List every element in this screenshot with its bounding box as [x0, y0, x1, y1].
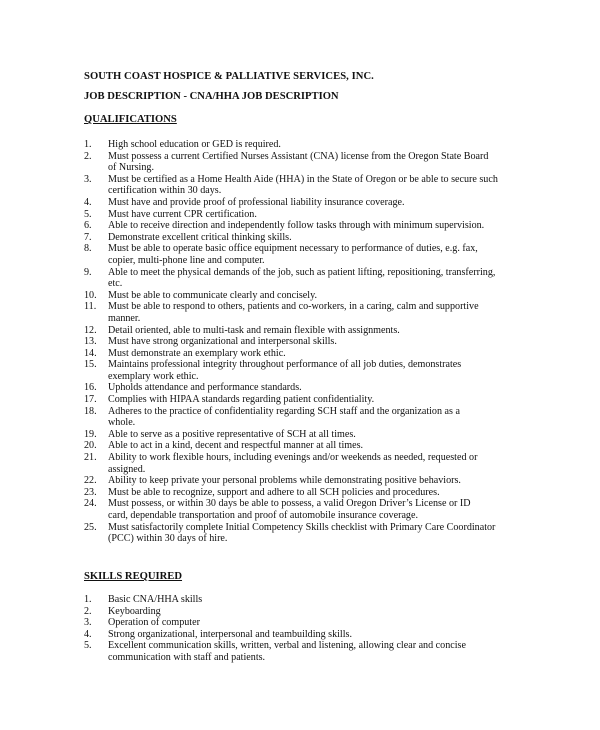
qualification-item-number: 4.	[84, 196, 92, 208]
qualification-item-text: Must have current CPR certification.	[108, 208, 257, 220]
qualification-item	[84, 174, 514, 197]
qualification-item-number: 24.	[84, 498, 97, 510]
qualification-item-number: 17.	[84, 394, 97, 406]
qualification-item-number: 1.	[84, 139, 92, 150]
qualification-item	[84, 487, 514, 499]
qualification-item-text: Must be able to operate basic office equipment necessary to performance of duties, e.g. fax, copier, multi-phone line and computer.	[108, 243, 478, 266]
qualification-item-number: 16.	[84, 382, 97, 394]
document-title: JOB DESCRIPTION - CNA/HHA JOB DESCRIPTION	[84, 91, 339, 102]
qualification-item	[84, 522, 514, 545]
qualification-item-text: Able to receive direction and independently follow tasks through with minimum supervision.	[108, 220, 485, 232]
qualification-item-text: Must possess, or within 30 days be able to possess, a valid Oregon Driver’s License or ID card, dependable transportation and proof of automobile insurance coverage.	[108, 498, 471, 521]
skill-item	[84, 617, 514, 629]
skill-item	[84, 629, 514, 641]
qualification-item-number: 18.	[84, 405, 97, 417]
qualification-item	[84, 197, 514, 209]
skill-item-text: Excellent communication skills, written, verbal and listening, allowing clear and concise communication with staff and patients.	[108, 640, 466, 663]
qualification-item-text: Must be certified as a Home Health Aide (HHA) in the State of Oregon or be able to secure such certification within 30 days.	[108, 173, 498, 197]
qualification-item	[84, 359, 514, 382]
organization-name: SOUTH COAST HOSPICE & PALLIATIVE SERVICES, INC.	[84, 71, 374, 82]
qualification-item-text: Must be able to recognize, support and adhere to all SCH policies and procedures.	[108, 486, 440, 498]
qualification-item-number: 11.	[84, 301, 97, 313]
skill-item-number: 3.	[84, 617, 92, 629]
qualification-item-number: 8.	[84, 243, 92, 255]
qualification-item-number: 7.	[84, 231, 92, 243]
qualification-item-number: 5.	[84, 208, 92, 220]
qualification-item	[84, 498, 514, 521]
qualification-item	[84, 348, 514, 360]
qualification-item-text: Must demonstrate an exemplary work ethic.	[108, 347, 286, 359]
skill-item-number: 5.	[84, 640, 92, 652]
qualification-item	[84, 406, 514, 429]
qualification-item	[84, 382, 514, 394]
qualification-item-text: Able to meet the physical demands of the job, such as patient lifting, repositioning, transferring, etc.	[108, 266, 496, 290]
qualification-item	[84, 301, 514, 324]
qualification-item-number: 23.	[84, 486, 97, 498]
qualification-item-text: Must satisfactorily complete Initial Competency Skills checklist with Primary Care Coordinator (PCC) within 30 days of hire.	[108, 521, 496, 545]
qualification-item-text: Demonstrate excellent critical thinking skills.	[108, 231, 292, 243]
skill-item-number: 1.	[84, 594, 92, 605]
skill-item	[84, 640, 514, 663]
qualification-item	[84, 209, 514, 221]
qualification-item	[84, 139, 514, 151]
qualification-item-number: 12.	[84, 324, 97, 336]
qualification-item	[84, 452, 514, 475]
skill-item-text: Operation of computer	[108, 617, 200, 629]
qualification-item-text: High school education or GED is required.	[108, 139, 281, 150]
skills-list	[84, 594, 514, 664]
skill-item	[84, 606, 514, 618]
qualification-item-number: 9.	[84, 266, 92, 278]
qualification-item-number: 13.	[84, 336, 97, 348]
qualification-item-text: Must have strong organizational and interpersonal skills.	[108, 336, 337, 348]
qualification-item	[84, 243, 514, 266]
qualification-item	[84, 325, 514, 337]
qualification-item-text: Complies with HIPAA standards regarding patient confidentiality.	[108, 394, 375, 406]
qualification-item-number: 10.	[84, 289, 97, 301]
qualification-item-number: 6.	[84, 220, 92, 232]
qualification-item-text: Must be able to communicate clearly and concisely.	[108, 289, 317, 301]
qualification-item-text: Able to serve as a positive representative of SCH at all times.	[108, 428, 356, 440]
qualification-item-text: Able to act in a kind, decent and respectful manner at all times.	[108, 440, 364, 452]
qualification-item	[84, 429, 514, 441]
qualification-item-text: Detail oriented, able to multi-task and remain flexible with assignments.	[108, 324, 400, 336]
qualification-item-text: Adheres to the practice of confidentiality regarding SCH staff and the organization as a whole.	[108, 405, 460, 429]
qualification-item-text: Maintains professional integrity throughout performance of all job duties, demonstrates exemplary work ethic.	[108, 359, 462, 382]
qualification-item	[84, 475, 514, 487]
qualification-item-text: Must possess a current Certified Nurses Assistant (CNA) license from the Oregon State Board of Nursing.	[108, 150, 489, 174]
skill-item-text: Keyboarding	[108, 605, 161, 617]
qualifications-heading: QUALIFICATIONS	[84, 114, 177, 125]
qualification-item-text: Ability to keep private your personal problems while demonstrating positive behaviors.	[108, 475, 461, 487]
qualification-item	[84, 267, 514, 290]
qualification-item-number: 22.	[84, 475, 97, 487]
skills-heading: SKILLS REQUIRED	[84, 571, 183, 582]
qualification-item-number: 21.	[84, 452, 97, 464]
qualification-item	[84, 440, 514, 452]
skill-item	[84, 594, 514, 606]
qualification-item-text: Ability to work flexible hours, including evenings and/or weekends as needed, requested or assigned.	[108, 452, 478, 475]
qualification-item	[84, 151, 514, 174]
qualification-item-number: 2.	[84, 150, 92, 162]
skill-item-number: 4.	[84, 628, 92, 640]
qualification-item-number: 19.	[84, 428, 97, 440]
qualification-item-number: 25.	[84, 521, 97, 533]
qualification-item	[84, 336, 514, 348]
qualification-item	[84, 290, 514, 302]
qualification-item-number: 14.	[84, 347, 97, 359]
qualifications-list	[84, 139, 514, 545]
qualification-item-number: 15.	[84, 359, 97, 371]
qualification-item	[84, 394, 514, 406]
skill-item-text: Strong organizational, interpersonal and teambuilding skills.	[108, 628, 352, 640]
skill-item-number: 2.	[84, 605, 92, 617]
qualification-item-number: 3.	[84, 173, 92, 185]
qualification-item-number: 20.	[84, 440, 97, 452]
qualification-item	[84, 220, 514, 232]
qualification-item-text: Upholds attendance and performance standards.	[108, 382, 302, 394]
skill-item-text: Basic CNA/HHA skills	[108, 594, 203, 605]
qualification-item-text: Must be able to respond to others, patients and co-workers, in a caring, calm and supportive manner.	[108, 301, 479, 324]
qualification-item-text: Must have and provide proof of professional liability insurance coverage.	[108, 196, 405, 208]
qualification-item	[84, 232, 514, 244]
